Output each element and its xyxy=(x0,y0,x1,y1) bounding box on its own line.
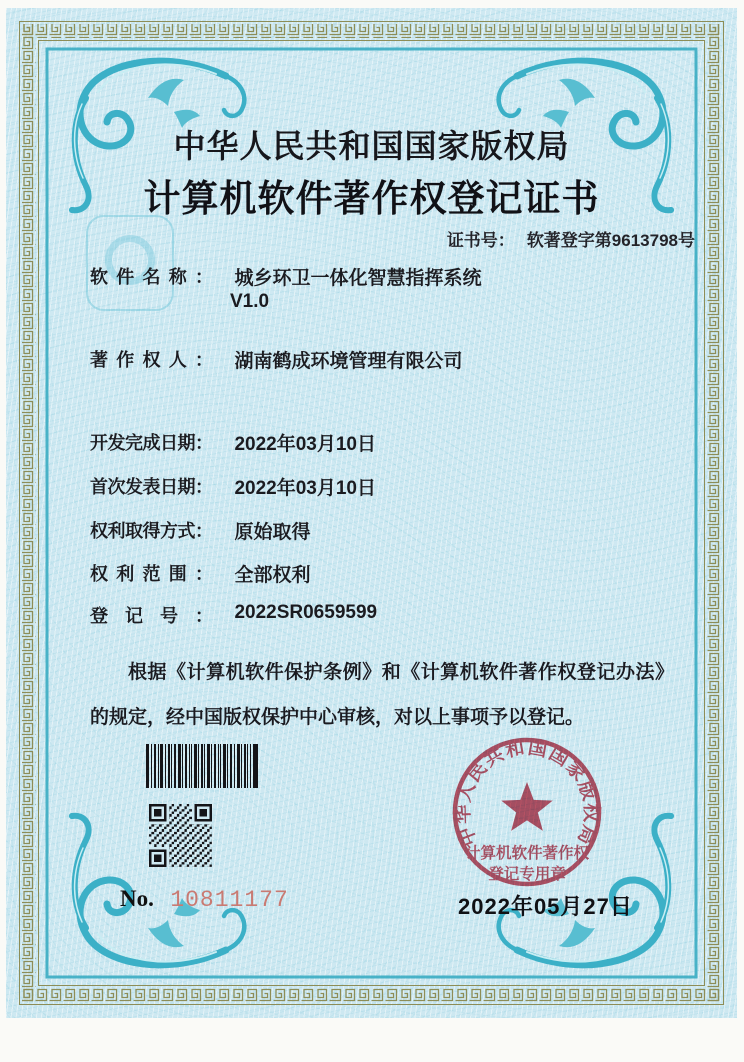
field-label: 著作权人： xyxy=(90,350,212,370)
field-value: 2022SR0659599 xyxy=(234,602,378,623)
registration-statement: 根据《计算机软件保护条例》和《计算机软件著作权登记办法》的规定，经中国版权保护中心审核，对以上事项予以登记。 xyxy=(90,662,674,728)
field-label: 权利范围： xyxy=(90,564,212,584)
field-label: 软件名称： xyxy=(90,267,212,287)
field-label: 权利取得方式： xyxy=(90,521,212,541)
greek-key-border-top xyxy=(22,24,721,38)
authority-title: 中华人民共和国国家版权局 xyxy=(173,128,570,164)
serial-number: 10811177 xyxy=(170,887,289,913)
barcode-image xyxy=(146,744,258,788)
field-label: 首次发表日期： xyxy=(90,477,212,497)
field-row-rights-scope xyxy=(90,560,310,587)
certificate xyxy=(6,8,737,1018)
field-value: 原始取得 xyxy=(234,522,311,543)
seal-line1: 计算机软件著作权 xyxy=(464,845,590,862)
field-value: 城乡环卫一体化智慧指挥系统 xyxy=(234,268,482,289)
field-value: 2022年03月10日 xyxy=(234,434,376,455)
qr-code-image xyxy=(149,804,212,867)
seal-line2: 登记专用章 xyxy=(488,866,566,883)
field-row-dev-complete-date xyxy=(90,429,376,456)
field-value: 湖南鹤成环境管理有限公司 xyxy=(234,351,463,372)
field-label: 登记号： xyxy=(90,606,212,626)
seal-star-icon xyxy=(501,782,552,831)
seal-ring-text: 中华人民共和国国家版权局 xyxy=(452,737,602,849)
official-seal xyxy=(442,727,612,897)
greek-key-border-bottom xyxy=(22,988,721,1002)
field-row-copyright-owner xyxy=(90,346,462,373)
serial-prefix: No. xyxy=(120,886,154,911)
field-value: 2022年03月10日 xyxy=(234,478,376,499)
certificate-number-line xyxy=(447,226,695,251)
field-row-software-name xyxy=(90,263,481,290)
certificate-title: 计算机软件著作权登记证书 xyxy=(143,178,600,219)
field-row-acquisition-method xyxy=(90,517,310,544)
field-row-first-publish-date xyxy=(90,473,376,500)
field-row-registration-number xyxy=(90,602,377,628)
certificate-number-value: 软著登字第9613798号 xyxy=(526,231,695,250)
software-version: V1.0 xyxy=(230,291,270,312)
serial-number-line xyxy=(120,886,289,913)
issue-date: 2022年05月27日 xyxy=(458,894,633,919)
certificate-number-label: 证书号： xyxy=(446,231,515,250)
field-value: 全部权利 xyxy=(234,565,311,586)
field-label: 开发完成日期： xyxy=(90,433,212,453)
